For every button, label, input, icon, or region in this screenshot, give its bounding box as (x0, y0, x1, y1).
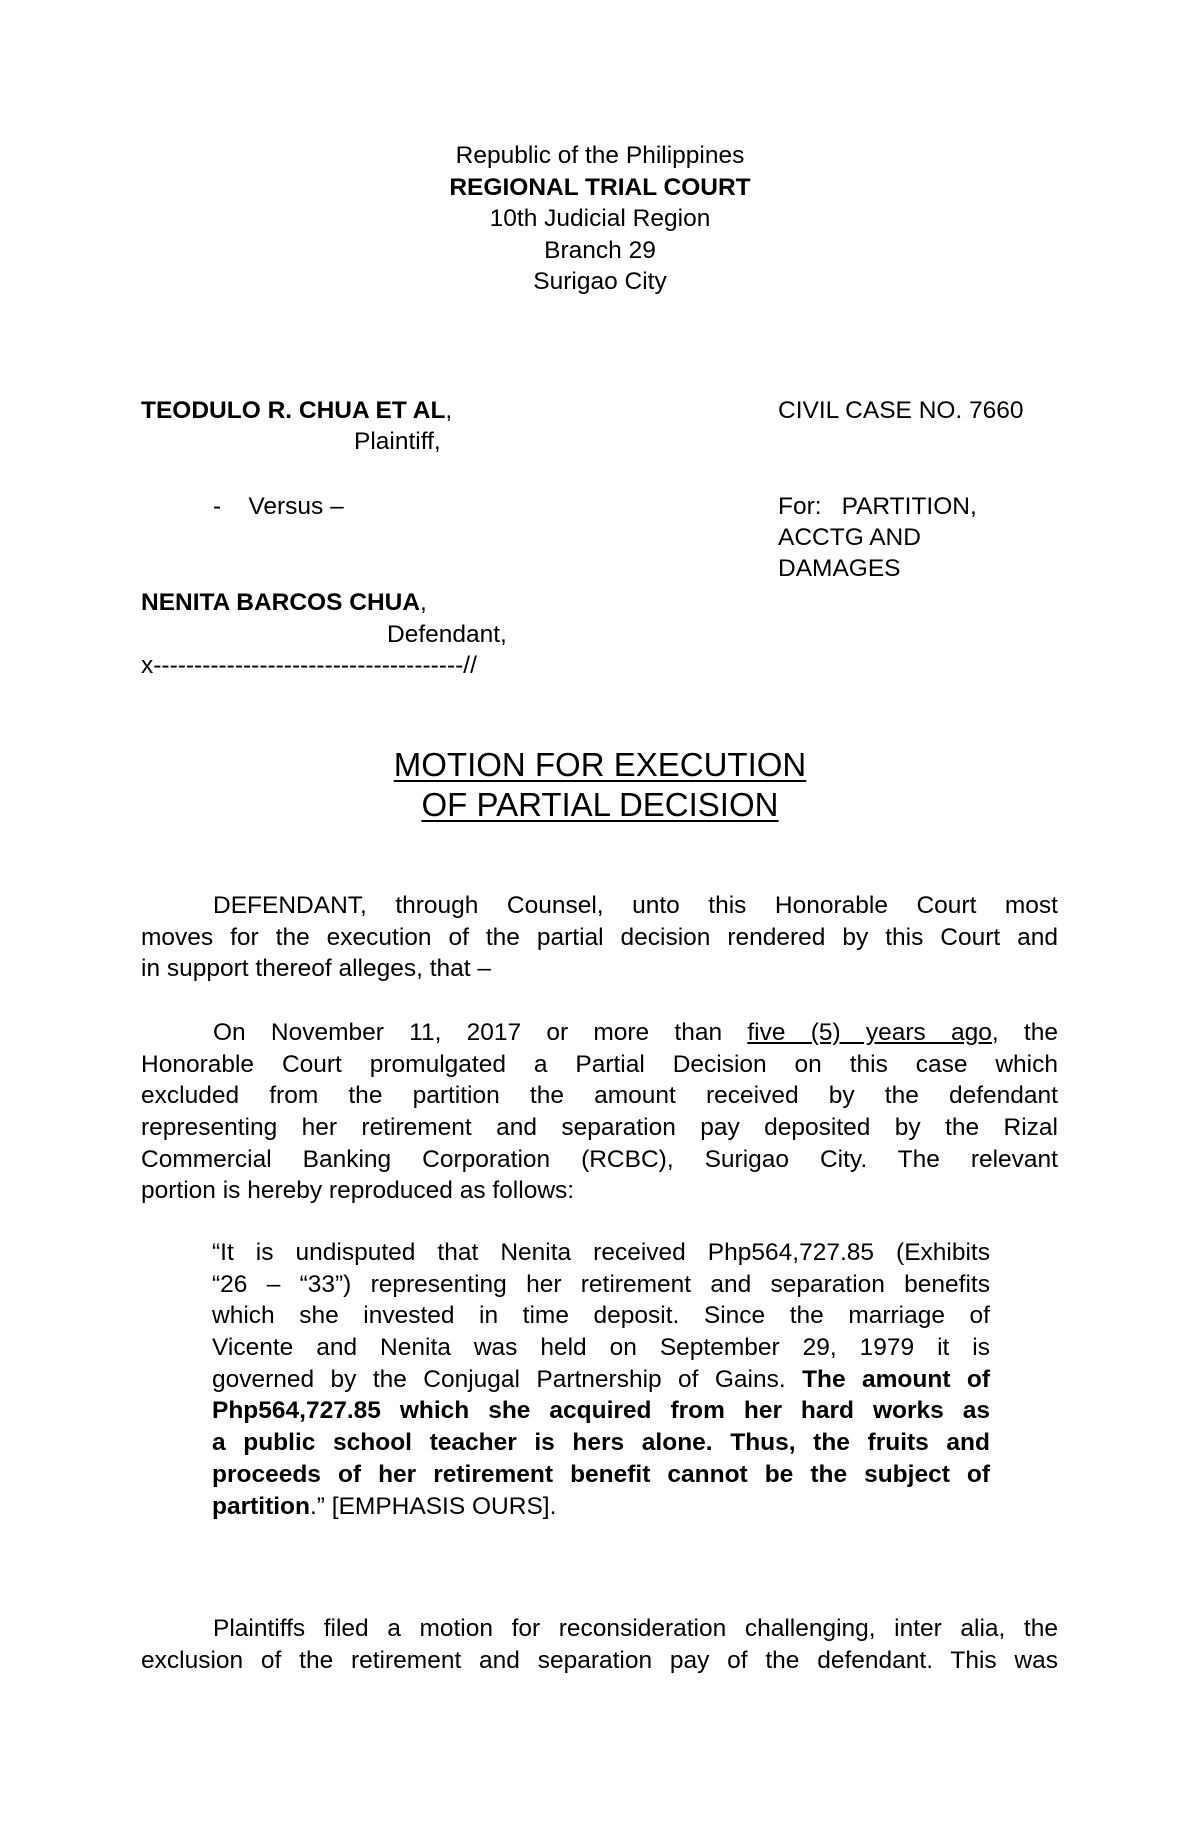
plaintiff-role: Plaintiff, (354, 428, 441, 455)
title-line2: OF PARTIAL DECISION (421, 786, 779, 823)
quote-line: Vicente and Nenita was held on September 29, 1979 it is (212, 1334, 990, 1362)
court-branch: Branch 29 (544, 236, 656, 264)
quote-line: partition.” [EMPHASIS OURS]. (212, 1492, 557, 1520)
quote-line: “26 – “33”) representing her retirement and separation benefits (212, 1270, 990, 1298)
title-line1: MOTION FOR EXECUTION (393, 746, 807, 783)
quote-line: Php564,727.85 which she acquired from her hard works as (212, 1397, 990, 1425)
reconsideration-line: Plaintiffs filed a motion for reconsideration challenging, inter alia, the (213, 1615, 1058, 1642)
case-nature-line2: ACCTG AND (778, 524, 921, 551)
motion-title (0, 745, 1200, 825)
intro-line: moves for the execution of the partial decision rendered by this Court and (141, 923, 1058, 951)
court-name: REGIONAL TRIAL COURT (449, 173, 751, 201)
decision-line: excluded from the partition the amount received by the defendant (141, 1082, 1058, 1110)
quote-line: proceeds of her retirement benefit cannot be the subject of (212, 1460, 990, 1488)
case-nature: For: PARTITION, (778, 493, 977, 520)
intro-paragraph (141, 890, 1058, 985)
quoted-decision (212, 1237, 990, 1522)
court-city: Surigao City (533, 268, 667, 295)
caption-separator: x--------------------------------------// (141, 652, 477, 679)
decision-line: Commercial Banking Corporation (RCBC), Surigao City. The relevant (141, 1145, 1058, 1173)
defendant-name: NENITA BARCOS CHUA, (141, 589, 427, 616)
quote-line: governed by the Conjugal Partnership of Gains. The amount of (212, 1365, 990, 1393)
decision-line: portion is hereby reproduced as follows: (141, 1177, 575, 1205)
intro-line: DEFENDANT, through Counsel, unto this Honorable Court most (213, 892, 1058, 919)
republic-line: Republic of the Philippines (455, 142, 745, 169)
plaintiff-name: TEODULO R. CHUA ET AL, (141, 397, 453, 424)
decision-line: representing her retirement and separation pay deposited by the Rizal (141, 1114, 1058, 1142)
decision-line: On November 11, 2017 or more than five (5) years ago, the (213, 1019, 1058, 1046)
case-number: CIVIL CASE NO. 7660 (778, 397, 1024, 424)
reconsideration-paragraph (141, 1613, 1058, 1676)
case-nature-line3: DAMAGES (778, 555, 901, 582)
quote-line: which she invested in time deposit. Since the marriage of (212, 1302, 990, 1330)
defendant-role: Defendant, (387, 621, 507, 648)
decision-paragraph (141, 1017, 1058, 1207)
quote-line: a public school teacher is hers alone. Thus, the fruits and (212, 1429, 990, 1457)
court-header (0, 140, 1200, 298)
versus-line: - Versus – (213, 493, 344, 520)
quote-line: “It is undisputed that Nenita received Php564,727.85 (Exhibits (212, 1239, 990, 1266)
five-years-ago: five (5) years ago (747, 1019, 992, 1046)
intro-line: in support thereof alleges, that – (141, 955, 492, 983)
decision-line: Honorable Court promulgated a Partial Decision on this case which (141, 1050, 1058, 1078)
judicial-region: 10th Judicial Region (489, 205, 711, 232)
reconsideration-line: exclusion of the retirement and separation pay of the defendant. This was (141, 1646, 1058, 1674)
